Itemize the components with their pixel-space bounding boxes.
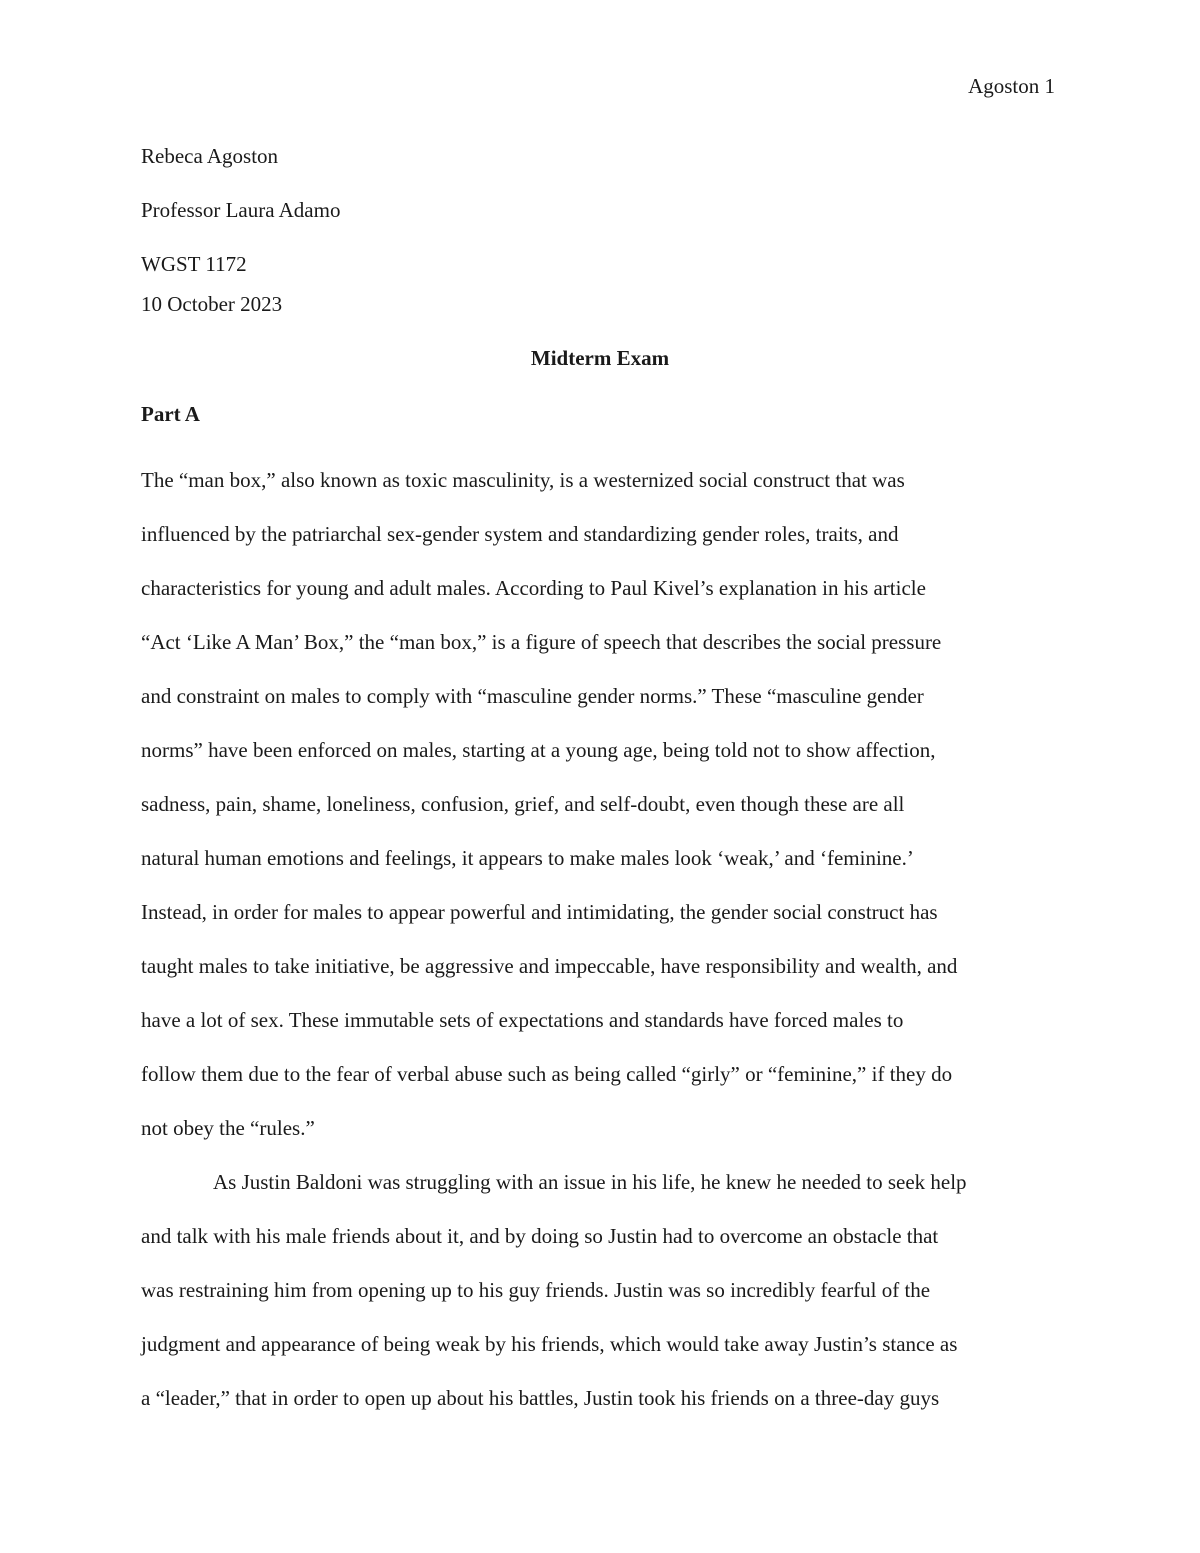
text-line: characteristics for young and adult males. According to Paul Kivel’s explanation in his article bbox=[141, 576, 926, 600]
course-code: WGST 1172 bbox=[141, 252, 247, 276]
text-line: a “leader,” that in order to open up about his battles, Justin took his friends on a three-day guys bbox=[141, 1386, 940, 1410]
student-name: Rebeca Agoston bbox=[141, 144, 279, 168]
running-head: Agoston 1 bbox=[968, 74, 1055, 98]
text-line: follow them due to the fear of verbal abuse such as being called “girly” or “feminine,” if they do bbox=[141, 1062, 953, 1086]
text-line: natural human emotions and feelings, it appears to make males look ‘weak,’ and ‘feminine.’ bbox=[141, 846, 914, 870]
text-line: was restraining him from opening up to his guy friends. Justin was so incredibly fearful of the bbox=[141, 1278, 931, 1302]
text-line: and talk with his male friends about it, and by doing so Justin had to overcome an obstacle that bbox=[141, 1224, 939, 1248]
text-line-indented: As Justin Baldoni was struggling with an issue in his life, he knew he needed to seek help bbox=[213, 1170, 967, 1194]
text-line: The “man box,” also known as toxic masculinity, is a westernized social construct that was bbox=[141, 468, 905, 492]
text-line: taught males to take initiative, be aggressive and impeccable, have responsibility and wealth, and bbox=[141, 954, 958, 978]
text-line: have a lot of sex. These immutable sets of expectations and standards have forced males to bbox=[141, 1008, 904, 1032]
text-line: judgment and appearance of being weak by his friends, which would take away Justin’s stance as bbox=[141, 1332, 958, 1356]
document-date: 10 October 2023 bbox=[141, 292, 283, 316]
section-heading: Part A bbox=[141, 402, 200, 426]
text-line: “Act ‘Like A Man’ Box,” the “man box,” is a figure of speech that describes the social pressure bbox=[141, 630, 942, 654]
text-line: not obey the “rules.” bbox=[141, 1116, 315, 1140]
body-text bbox=[141, 453, 1061, 1425]
text-line: Instead, in order for males to appear powerful and intimidating, the gender social construct has bbox=[141, 900, 938, 924]
document-title: Midterm Exam bbox=[530, 346, 670, 370]
professor-name: Professor Laura Adamo bbox=[141, 198, 341, 222]
text-line: sadness, pain, shame, loneliness, confusion, grief, and self-doubt, even though these are all bbox=[141, 792, 905, 816]
text-line: norms” have been enforced on males, starting at a young age, being told not to show affection, bbox=[141, 738, 936, 762]
text-line: and constraint on males to comply with “masculine gender norms.” These “masculine gender bbox=[141, 684, 924, 708]
text-line: influenced by the patriarchal sex-gender system and standardizing gender roles, traits, and bbox=[141, 522, 899, 546]
